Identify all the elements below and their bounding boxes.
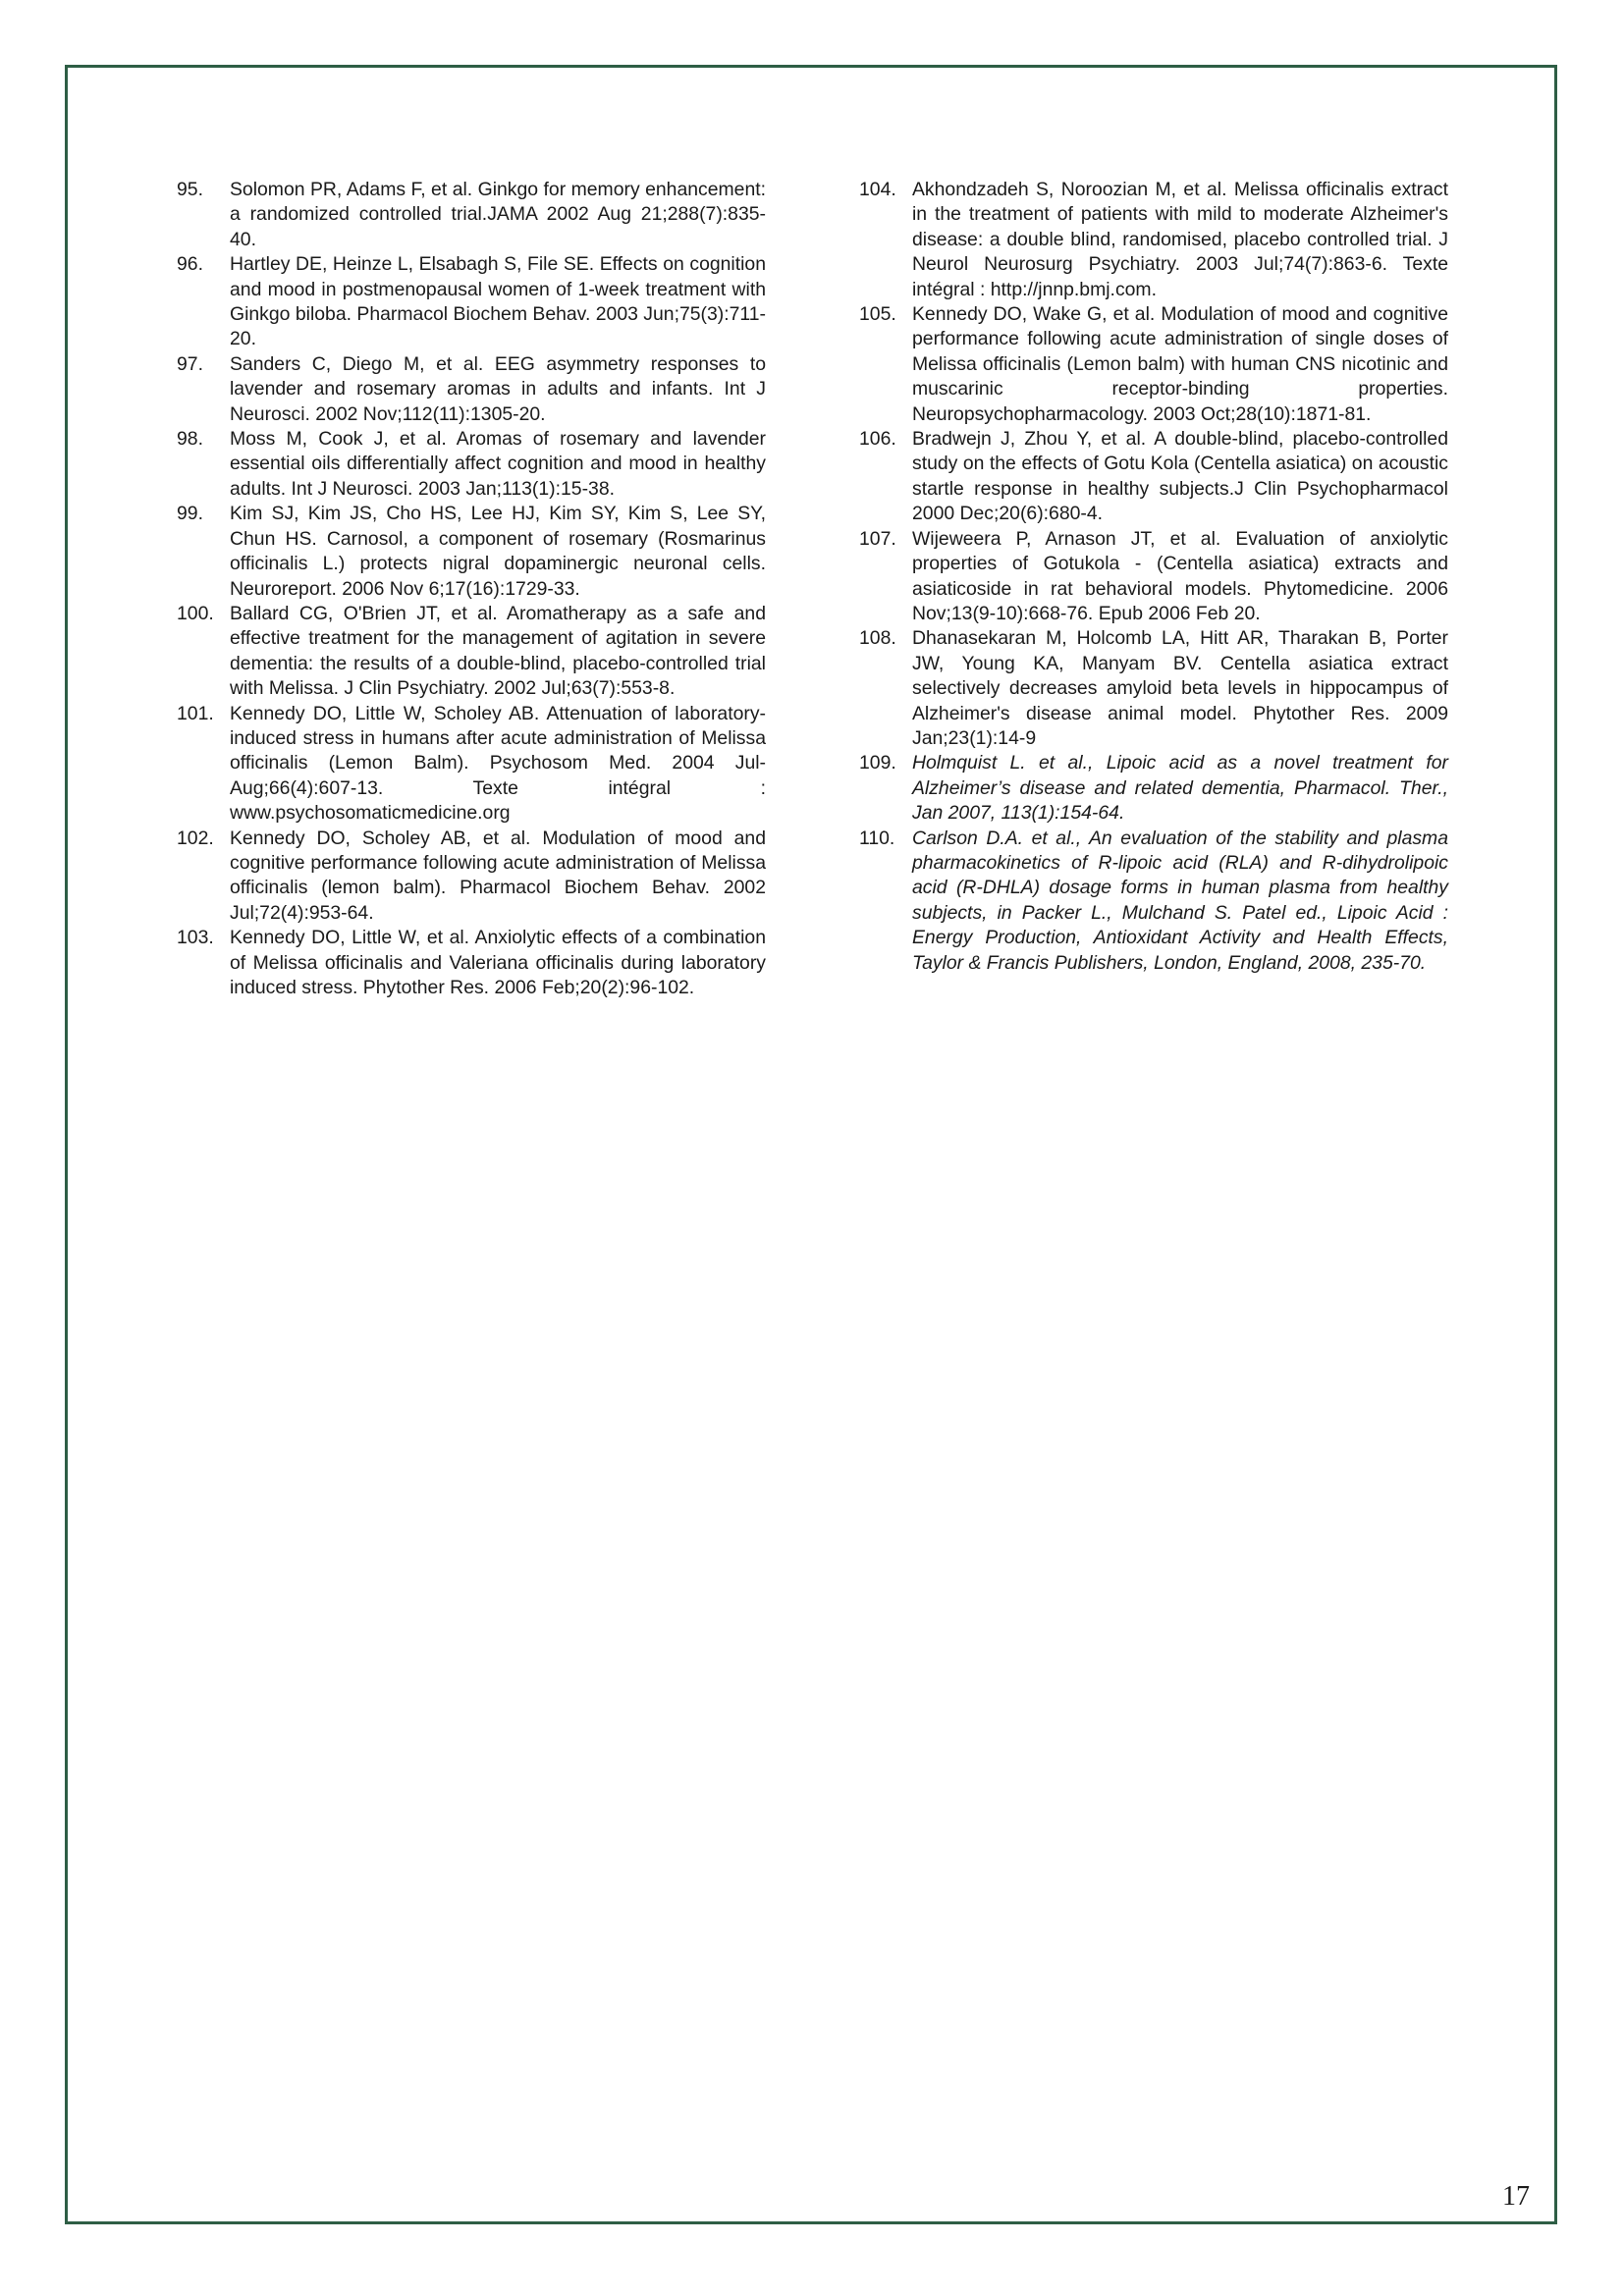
reference-number: 110.	[859, 827, 895, 849]
reference-item	[177, 926, 766, 1000]
reference-item	[177, 602, 766, 702]
reference-text: Wijeweera P, Arnason JT, et al. Evaluation of anxiolytic properties of Gotukola - (Centella asiatica) extracts and asiaticoside in rat behavioral models. Phytomedicine. 2006 Nov;13(9-10):668-76. Epub 2006 Feb 20.	[912, 527, 1448, 624]
reference-item	[859, 178, 1448, 302]
reference-text: Kennedy DO, Little W, Scholey AB. Attenuation of laboratory-induced stress in humans after acute administration of Melissa officinalis (Lemon Balm). Psychosom Med. 2004 Jul-Aug;66(4):607-13. Texte intégral : www.psychosomaticmedicine.org	[230, 702, 766, 825]
reference-number: 104.	[859, 179, 896, 200]
reference-number: 103.	[177, 927, 214, 949]
reference-number: 106.	[859, 428, 896, 451]
reference-item	[177, 827, 766, 927]
reference-number: 101.	[177, 702, 214, 724]
references-right-column	[859, 178, 1448, 976]
reference-item	[859, 527, 1448, 627]
reference-text: Dhanasekaran M, Holcomb LA, Hitt AR, Tharakan B, Porter JW, Young KA, Manyam BV. Centella asiatica extract selectively decreases amyloid beta levels in hippocampus of Alzheimer's disease animal model. Phytother Res. 2009 Jan;23(1):14-9	[912, 627, 1448, 749]
reference-number: 97.	[177, 352, 203, 375]
reference-text: Bradwejn J, Zhou Y, et al. A double-blind, placebo-controlled study on the effects of Gotu Kola (Centella asiatica) on acoustic startle response in healthy subjects.J Clin Psychopharmacol 2000 Dec;20(6):680-4.	[912, 428, 1448, 525]
reference-text: Carlson D.A. et al., An evaluation of the stability and plasma pharmacokinetics of R-lipoic acid (RLA) and R-dihydrolipoic acid (R-DHLA) dosage forms in human plasma from healthy subjects, in Packer L., Mulchand S. Patel ed., Lipoic Acid : Energy Production, Antioxidant Activity and Health Effects, Taylor & Francis Publishers, London, England, 2008, 235-70.	[912, 827, 1448, 974]
reference-item	[177, 352, 766, 427]
reference-number: 98.	[177, 428, 203, 451]
reference-text: Solomon PR, Adams F, et al. Ginkgo for memory enhancement: a randomized controlled trial.JAMA 2002 Aug 21;288(7):835-40.	[230, 179, 766, 250]
reference-text: Sanders C, Diego M, et al. EEG asymmetry responses to lavender and rosemary aromas in adults and infants. Int J Neurosci. 2002 Nov;112(11):1305-20.	[230, 352, 766, 425]
reference-number: 96.	[177, 253, 203, 276]
reference-number: 107.	[859, 527, 896, 550]
reference-item	[177, 502, 766, 602]
reference-text: Kennedy DO, Wake G, et al. Modulation of mood and cognitive performance following acute administration of single doses of Melissa officinalis (Lemon balm) with human CNS nicotinic and muscarinic receptor-binding properties. Neuropsychopharmacology. 2003 Oct;28(10):1871-81.	[912, 303, 1448, 425]
reference-item	[859, 626, 1448, 751]
reference-text: Kim SJ, Kim JS, Cho HS, Lee HJ, Kim SY, Kim S, Lee SY, Chun HS. Carnosol, a component of rosemary (Rosmarinus officinalis L.) protects nigral dopaminergic neuronal cells. Neuroreport. 2006 Nov 6;17(16):1729-33.	[230, 503, 766, 600]
reference-item	[859, 827, 1448, 976]
reference-item	[177, 178, 766, 252]
references-left-column	[177, 178, 766, 1000]
reference-number: 105.	[859, 303, 896, 326]
reference-number: 95.	[177, 179, 203, 200]
reference-item	[177, 702, 766, 827]
reference-text: Kennedy DO, Scholey AB, et al. Modulation of mood and cognitive performance following acute administration of Melissa officinalis (lemon balm). Pharmacol Biochem Behav. 2002 Jul;72(4):953-64.	[230, 827, 766, 924]
reference-number: 108.	[859, 627, 896, 650]
reference-item	[177, 252, 766, 352]
reference-text: Moss M, Cook J, et al. Aromas of rosemary and lavender essential oils differentially affect cognition and mood in healthy adults. Int J Neurosci. 2003 Jan;113(1):15-38.	[230, 428, 766, 500]
reference-number: 99.	[177, 503, 203, 525]
page-number: 17	[1502, 2181, 1530, 2212]
reference-item	[859, 751, 1448, 826]
reference-text: Ballard CG, O'Brien JT, et al. Aromatherapy as a safe and effective treatment for the management of agitation in severe dementia: the results of a double-blind, placebo-controlled trial with Melissa. J Clin Psychiatry. 2002 Jul;63(7):553-8.	[230, 602, 766, 700]
reference-text: Akhondzadeh S, Noroozian M, et al. Melissa officinalis extract in the treatment of patients with mild to moderate Alzheimer's disease: a double blind, randomised, placebo controlled trial. J Neurol Neurosurg Psychiatry. 2003 Jul;74(7):863-6. Texte intégral : http://jnnp.bmj.com.	[912, 179, 1448, 300]
reference-number: 102.	[177, 827, 214, 849]
reference-text: Hartley DE, Heinze L, Elsabagh S, File SE. Effects on cognition and mood in postmenopausal women of 1-week treatment with Ginkgo biloba. Pharmacol Biochem Behav. 2003 Jun;75(3):711-20.	[230, 253, 766, 350]
reference-item	[859, 427, 1448, 527]
reference-number: 109.	[859, 752, 896, 774]
reference-item	[859, 302, 1448, 427]
reference-item	[177, 427, 766, 502]
reference-number: 100.	[177, 602, 214, 624]
reference-text: Holmquist L. et al., Lipoic acid as a novel treatment for Alzheimer’s disease and related dementia, Pharmacol. Ther., Jan 2007, 113(1):154-64.	[912, 752, 1448, 825]
reference-text: Kennedy DO, Little W, et al. Anxiolytic effects of a combination of Melissa officinalis and Valeriana officinalis during laboratory induced stress. Phytother Res. 2006 Feb;20(2):96-102.	[230, 927, 766, 998]
